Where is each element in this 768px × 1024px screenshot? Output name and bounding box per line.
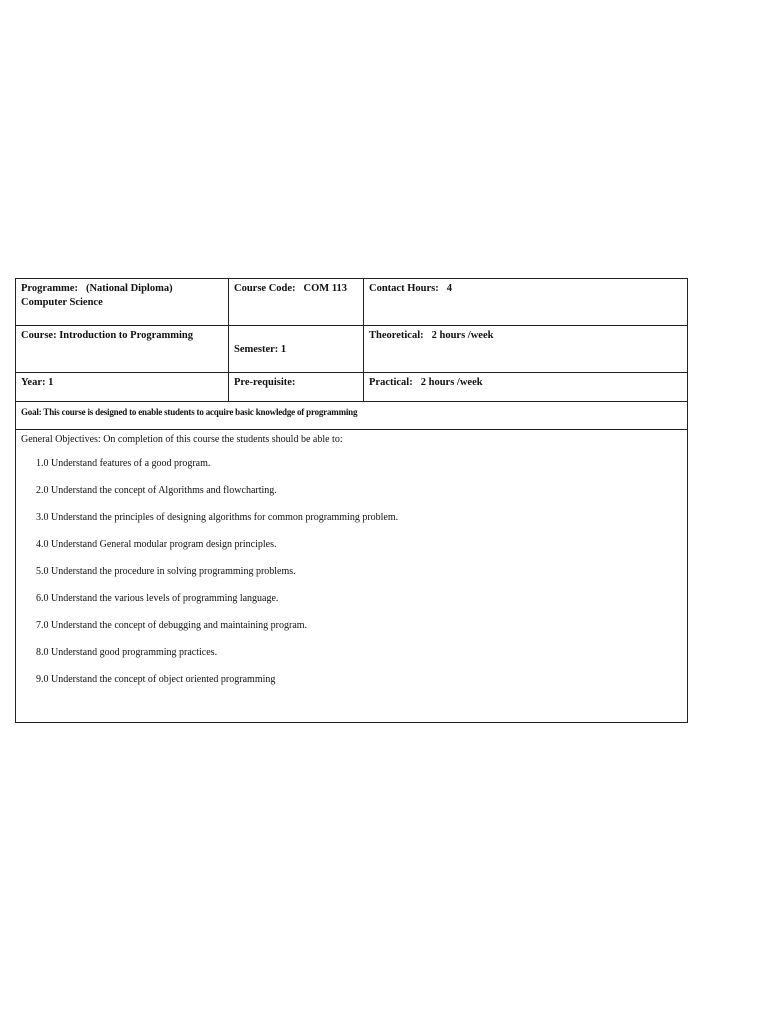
practical-label: Practical: [369, 377, 413, 388]
objectives-list [21, 457, 682, 700]
objective-item: 6.0 Understand the various levels of programming language. [36, 593, 279, 604]
contact-hours-label: Contact Hours: [369, 283, 439, 294]
theoretical-value: 2 hours /week [431, 330, 494, 341]
prerequisite-cell [229, 373, 364, 402]
semester-cell [229, 326, 364, 373]
theoretical-cell [364, 326, 688, 373]
theoretical-label: Theoretical: [369, 330, 424, 341]
objective-item: 9.0 Understand the concept of object oriented programming [36, 674, 276, 685]
practical-value: 2 hours /week [420, 377, 483, 388]
course-title-cell [16, 326, 229, 373]
course-spec-table [15, 278, 688, 723]
course-code-label: Course Code: [234, 283, 296, 294]
goal-cell [16, 402, 688, 430]
course-row [16, 326, 688, 373]
objective-item: 8.0 Understand good programming practices. [36, 647, 218, 658]
prerequisite-text: Pre-requisite: [234, 377, 296, 388]
programme-name: Computer Science [21, 297, 103, 308]
course-title: Course: Introduction to Programming [21, 330, 193, 341]
programme-cell [16, 279, 229, 326]
semester-text: Semester: 1 [234, 344, 287, 355]
objective-item: 7.0 Understand the concept of debugging and maintaining program. [36, 620, 308, 631]
objective-item: 4.0 Understand General modular program design principles. [36, 539, 277, 550]
contact-hours-cell [364, 279, 688, 326]
objective-item: 5.0 Understand the procedure in solving programming problems. [36, 566, 296, 577]
practical-cell [364, 373, 688, 402]
programme-label: Programme: [21, 283, 78, 294]
goal-text: Goal: This course is designed to enable students to acquire basic knowledge of programming [21, 407, 358, 417]
programme-value: (National Diploma) [85, 283, 173, 294]
objectives-title: General Objectives: On completion of this course the students should be able to: [21, 434, 343, 445]
objectives-row [16, 430, 688, 723]
objective-item: 3.0 Understand the principles of designing algorithms for common programming problem. [36, 512, 399, 523]
year-cell [16, 373, 229, 402]
objective-item: 2.0 Understand the concept of Algorithms and flowcharting. [36, 485, 277, 496]
course-code-value: COM 113 [303, 283, 348, 294]
course-code-cell [229, 279, 364, 326]
goal-row [16, 402, 688, 430]
objective-item: 1.0 Understand features of a good program. [36, 458, 211, 469]
contact-hours-value: 4 [446, 283, 452, 294]
header-row [16, 279, 688, 326]
objectives-cell [16, 430, 688, 723]
details-row [16, 373, 688, 402]
year-text: Year: 1 [21, 377, 54, 388]
